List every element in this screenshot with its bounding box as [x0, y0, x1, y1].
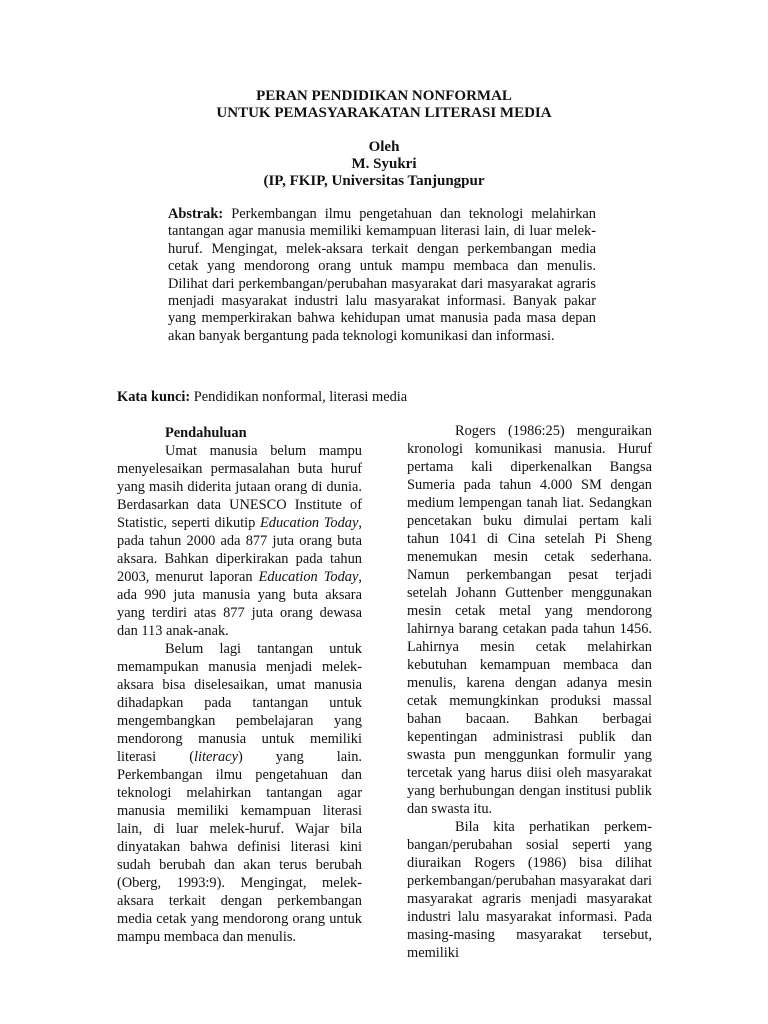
keywords-label: Kata kunci:: [117, 389, 191, 405]
abstract-label: Abstrak:: [168, 206, 224, 222]
text-run: Belum lagi tantangan untuk memampukan manusia menjadi melek-aksara bisa diselesaikan, umat manusia dihadapkan pada tantangan untuk mengembangkan pembelajaran yang mendorong manusia untuk memiliki literasi (: [117, 641, 362, 765]
left-paragraph-1: [117, 442, 362, 640]
author-name: M. Syukri: [351, 156, 417, 172]
text-run: ) yang lain. Perkembangan ilmu pengetahuan dan teknologi melahirkan tantangan agar manusia memiliki kemampuan literasi lain, di luar melek-huruf. Wajar bila dinyatakan bahwa definisi literasi kini sudah berubah dan akan terus berubah (Oberg, 1993:9). Mengingat, melek-aksara terkait dengan perkembangan media cetak yang mendorong orang untuk mampu membaca dan menulis.: [117, 749, 362, 945]
section-heading: Pendahuluan: [165, 425, 247, 441]
author-block: [0, 139, 768, 190]
author-affiliation: (IP, FKIP, Universitas Tanjungpur: [263, 173, 485, 189]
keywords: [117, 389, 407, 406]
title-line-2: UNTUK PEMASYARAKATAN LITERASI MEDIA: [216, 105, 552, 121]
left-column: [117, 424, 362, 946]
right-column: [407, 422, 652, 962]
text-run: , pada tahun 2000 ada 877 juta orang buta aksara. Bahkan diperkirakan pada tahun 2003, menurut laporan: [117, 515, 362, 585]
abstract: [168, 206, 596, 345]
abstract-text: Perkembangan ilmu pengetahuan dan teknologi melahirkan tantangan agar manusia memiliki kemampuan literasi lain, di luar melek-huruf. Mengingat, melek-aksara terkait dengan perkembangan media cetak yang mendorong orang untuk mampu membaca dan menulis. Dilihat dari perkembangan/perubahan masyarakat dari masyarakat agraris menjadi masyarakat industri lalu masyarakat informasi. Banyak pakar yang memperkirakan bahwa kehidupan umat manusia pada masa depan akan banyak bergantung pada teknologi komunikasi dan informasi.: [168, 206, 596, 344]
left-paragraph-2: [117, 640, 362, 946]
paper-title: [0, 88, 768, 122]
right-paragraph-2: Bila kita perhatikan perkem-bangan/perubahan sosial seperti yang diuraikan Rogers (1986) bisa dilihat perkembangan/perubahan masyarakat dari masyarakat agraris menjadi masyarakat industri lalu masyarakat informasi. Pada masing-masing masyarakat tersebut, memiliki: [407, 819, 652, 961]
italic-run: Education Today: [258, 569, 359, 585]
italic-run: Education Today: [259, 515, 359, 531]
right-paragraph-1: Rogers (1986:25) menguraikan kronologi komunikasi manusia. Huruf pertama kali diperkenalkan Bangsa Sumeria pada tahun 4.000 SM dengan medium lempengan tanah liat. Sedangkan pencetakan buku dimulai pertam kali tahun 1041 di Cina setelah Pi Sheng menemukan mesin cetak sederhana. Namun perkembangan pesat terjadi setelah Johann Guttenber menggunakan mesin cetak metal yang mendorong lahirnya barang cetakan pada tahun 1456. Lahirnya mesin cetak melahirkan kebutuhan kemampuan membaca dan menulis, karena dengan adanya mesin cetak memungkinkan produksi massal bahan bacaan. Bahkan berbagai kepentingan administrasi publik dan swasta pun menggunkan formulir yang tercetak yang harus diisi oleh masyarakat yang berhubungan dengan institusi publik dan swasta itu.: [407, 423, 652, 817]
author-by: Oleh: [368, 139, 400, 155]
italic-run: literacy: [194, 749, 238, 765]
text-run: , ada 990 juta manusia yang buta aksara yang terdiri atas 877 juta orang dewasa dan 113 anak-anak.: [117, 569, 363, 639]
text-run: Umat manusia belum mampu menyelesaikan permasalahan buta huruf yang masih diderita jutaan orang di dunia. Berdasarkan data UNESCO Institute of Statistic, seperti dikutip: [117, 443, 362, 531]
keywords-text: Pendidikan nonformal, literasi media: [190, 389, 408, 405]
title-line-1: PERAN PENDIDIKAN NONFORMAL: [256, 88, 512, 104]
